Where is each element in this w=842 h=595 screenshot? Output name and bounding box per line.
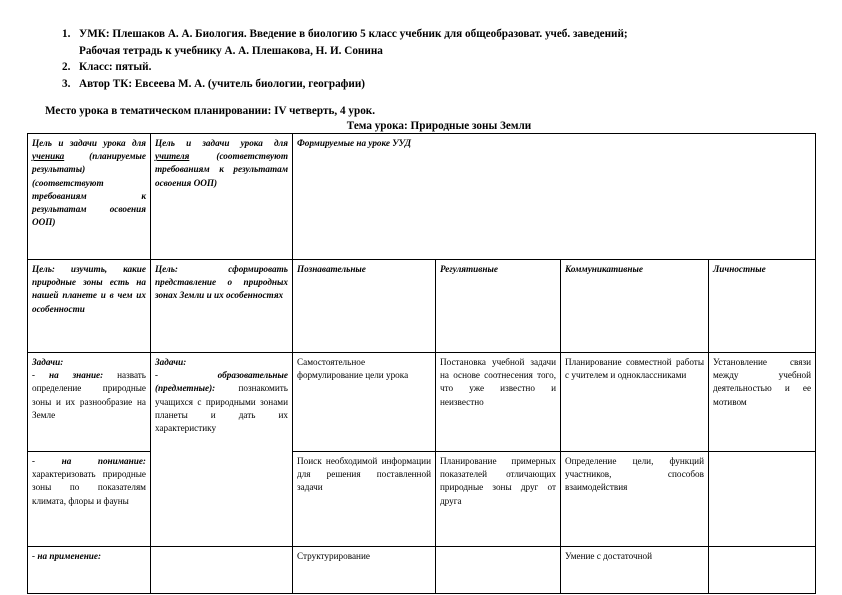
intro-item-2-number: 2. bbox=[62, 61, 71, 73]
uud-personal-cell-2 bbox=[709, 452, 816, 547]
header-goal-student-value: Цель: изучить, какие природные зоны есть на нашей планете и в чем их особенности bbox=[28, 260, 151, 353]
tasks-student-item-knowledge-text: назвать определение природные зоны и их разнообразие на Земле bbox=[32, 370, 146, 420]
intro-item-3-number: 3. bbox=[62, 77, 71, 90]
uud-communicative-cell-2: Определение цели, функций участников, способов взаимодействия bbox=[561, 452, 709, 547]
intro-item-3-text: Автор ТК: Евсеева М. А. (учитель биологии, географии) bbox=[79, 77, 366, 90]
tasks-student-cell-3 bbox=[28, 547, 151, 594]
header-goal-teacher bbox=[151, 134, 293, 260]
tasks-student-item-knowledge-marker: - на знание: bbox=[32, 370, 104, 381]
tasks-teacher-item-educational-marker: - образовательные (предметные): bbox=[155, 370, 288, 394]
lesson-place-line: Место урока в тематическом планировании: IV четверть, 4 урок. bbox=[45, 105, 376, 117]
table-row bbox=[28, 452, 816, 547]
tasks-teacher-item-educational-text: познакомить учащихся с природными зонами планеты и дать их характеристику bbox=[155, 383, 288, 434]
tasks-student-item-understanding-marker: - на понимание: bbox=[32, 456, 146, 466]
uud-cognitive-cell-3: Структурирование bbox=[293, 547, 436, 594]
table-header-row-1 bbox=[28, 134, 816, 260]
intro-item-1-continuation: Рабочая тетрадь к учебнику А. А. Плешакова, Н. И. Сонина bbox=[79, 44, 383, 57]
header-goal-student-b: (планируемые результаты) (соответствуют требованиям к результатам освоения ООП) bbox=[32, 151, 146, 228]
tasks-student-item-application-marker: - на применение: bbox=[32, 551, 102, 561]
tasks-student-cell-2 bbox=[28, 452, 151, 547]
lesson-theme-line: Тема урока: Природные зоны Земли bbox=[346, 120, 532, 132]
table-header-row-2 bbox=[28, 260, 816, 353]
header-uud-regulative: Регулятивные bbox=[436, 260, 561, 353]
header-goal-teacher-value: Цель: сформировать представление о природных зонах Земли и их особенностях bbox=[151, 260, 293, 353]
intro-item-2-text: Класс: пятый. bbox=[79, 61, 152, 73]
uud-communicative-cell-3: Умение с достаточной bbox=[561, 547, 709, 594]
intro-list bbox=[62, 27, 822, 93]
uud-regulative-cell-3 bbox=[436, 547, 561, 594]
uud-regulative-cell-2: Планирование примерных показателей отличающих природные зоны друг от друга bbox=[436, 452, 561, 547]
tasks-student-item-knowledge bbox=[32, 369, 146, 422]
header-goal-teacher-a: Цель и задачи урока для bbox=[155, 138, 288, 148]
header-goal-student-underline: ученика bbox=[32, 151, 65, 162]
lesson-plan-table bbox=[27, 133, 816, 594]
header-goal-teacher-b: (соответствуют требованиям к результатам освоения ООП) bbox=[155, 151, 288, 188]
header-uud-communicative: Коммуникативные bbox=[561, 260, 709, 353]
tasks-student-item-application bbox=[32, 550, 146, 563]
header-uud-merged: Формируемые на уроке УУД bbox=[293, 134, 816, 260]
tasks-student-item-understanding-text: характеризовать природные зоны по показателям климата, флоры и фауны bbox=[32, 469, 146, 506]
tasks-teacher-cell bbox=[151, 353, 293, 547]
table-row bbox=[28, 353, 816, 452]
tasks-teacher-cell-3 bbox=[151, 547, 293, 594]
header-uud-cognitive: Познавательные bbox=[293, 260, 436, 353]
uud-cognitive-cell-1: Самостоятельное формулирование цели урока bbox=[293, 353, 436, 452]
intro-item-1-text: УМК: Плешаков А. А. Биология. Введение в биологию 5 класс учебник для общеобразоват. учеб. заведений; bbox=[79, 28, 628, 40]
tasks-student-cell-1 bbox=[28, 353, 151, 452]
uud-cognitive-cell-2: Поиск необходимой информации для решения поставленной задачи bbox=[293, 452, 436, 547]
uud-communicative-cell-1: Планирование совместной работы с учителем и одноклассниками bbox=[561, 353, 709, 452]
intro-item-2 bbox=[62, 60, 822, 76]
intro-item-3 bbox=[62, 77, 822, 93]
lesson-plan-table-wrapper bbox=[27, 133, 815, 594]
uud-regulative-cell-1: Постановка учебной задачи на основе соотнесения того, что уже известно и неизвестно bbox=[436, 353, 561, 452]
intro-item-1 bbox=[62, 27, 822, 43]
tasks-teacher-lead: Задачи: bbox=[155, 357, 187, 367]
header-uud-personal: Личностные bbox=[709, 260, 816, 353]
tasks-student-item-understanding bbox=[32, 455, 146, 508]
table-row bbox=[28, 547, 816, 594]
uud-personal-cell-1: Установление связи между учебной деятельностью и ее мотивом bbox=[709, 353, 816, 452]
header-goal-student bbox=[28, 134, 151, 260]
tasks-teacher-item-educational bbox=[155, 369, 288, 435]
tasks-student-lead: Задачи: bbox=[32, 357, 64, 367]
uud-personal-cell-3 bbox=[709, 547, 816, 594]
intro-item-1-number: 1. bbox=[62, 28, 71, 40]
header-goal-teacher-underline: учителя bbox=[155, 151, 190, 162]
header-goal-student-a: Цель и задачи урока для bbox=[32, 138, 146, 148]
